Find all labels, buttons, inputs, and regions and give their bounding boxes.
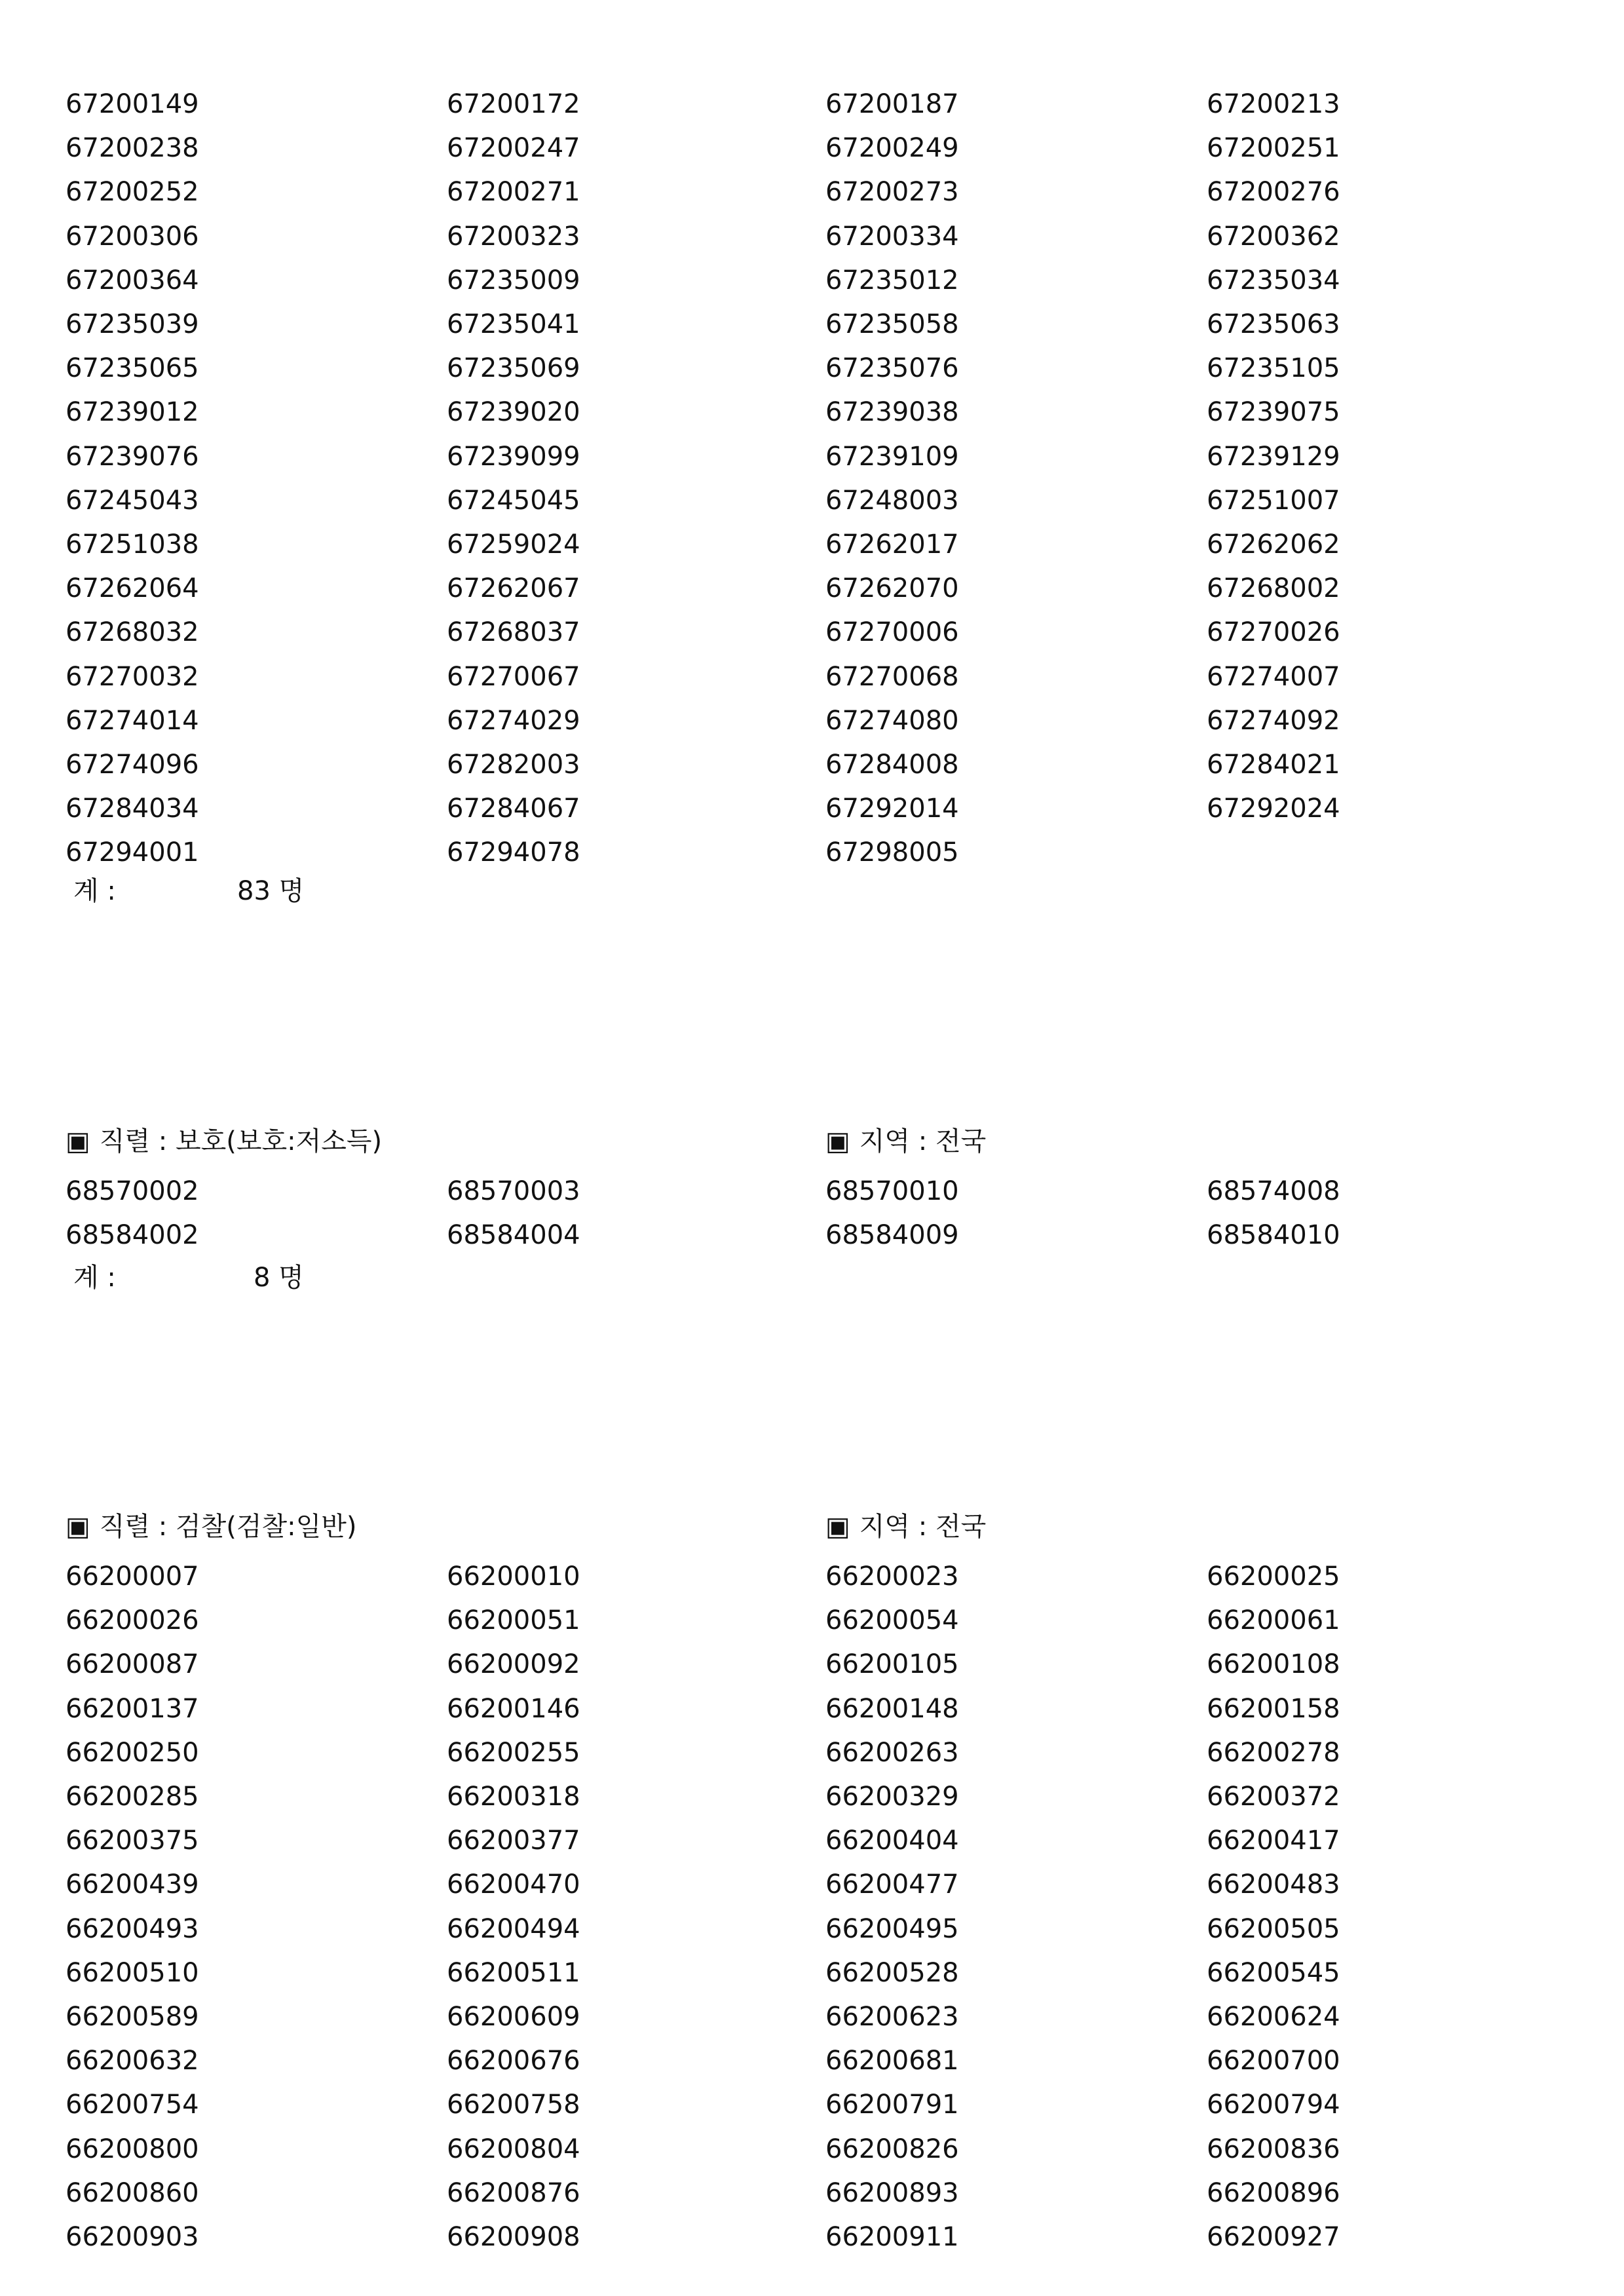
total-count: 83 명: [237, 876, 305, 906]
exam-number-cell: 67274092: [1207, 705, 1340, 736]
exam-number-cell: 68574008: [1207, 1176, 1340, 1206]
exam-number-cell: 66200826: [825, 2133, 959, 2164]
exam-number-cell: 67200187: [825, 89, 959, 119]
exam-number-cell: 67262070: [825, 573, 959, 604]
exam-number-cell: 66200061: [1207, 1605, 1340, 1636]
exam-number-cell: 67292024: [1207, 794, 1340, 824]
region-label: 지역 : 전국: [859, 1512, 987, 1542]
exam-number-cell: 66200087: [66, 1649, 199, 1680]
exam-number-cell: 67268037: [447, 617, 580, 648]
exam-number-cell: 68584009: [825, 1220, 959, 1251]
exam-number-cell: 67200273: [825, 177, 959, 208]
exam-number-cell: 67239075: [1207, 397, 1340, 428]
region-label: 지역 : 전국: [859, 1126, 987, 1157]
exam-number-cell: 67245043: [66, 485, 199, 516]
exam-number-cell: 66200054: [825, 1605, 959, 1636]
exam-number-cell: 67251007: [1207, 485, 1340, 516]
number-grid-section1: [66, 83, 1588, 875]
exam-number-cell: 67235065: [66, 353, 199, 384]
exam-number-cell: 67200238: [66, 133, 199, 164]
total-count: 8 명: [254, 1263, 304, 1293]
exam-number-cell: 66200255: [447, 1737, 580, 1768]
number-grid-section3: [66, 1555, 1588, 2259]
exam-number-cell: 66200483: [1207, 1869, 1340, 1900]
exam-number-cell: 67235039: [66, 309, 199, 340]
exam-number-cell: 67284067: [447, 794, 580, 824]
exam-number-cell: 66200025: [1207, 1561, 1340, 1592]
exam-number-cell: 67200172: [447, 89, 580, 119]
total-label: 계 :: [73, 1263, 116, 1293]
exam-number-cell: 68570003: [447, 1176, 580, 1206]
square-marker-icon: ▣: [66, 1512, 90, 1542]
exam-number-cell: 67239020: [447, 397, 580, 428]
exam-number-cell: 66200470: [447, 1869, 580, 1900]
exam-number-cell: 66200375: [66, 1826, 199, 1856]
exam-number-cell: 66200927: [1207, 2222, 1340, 2253]
exam-number-cell: 66200791: [825, 2090, 959, 2120]
exam-number-cell: [1207, 831, 1588, 875]
exam-number-cell: 67200306: [66, 221, 199, 252]
exam-number-cell: 67200149: [66, 89, 199, 119]
exam-number-cell: 66200493: [66, 1913, 199, 1944]
exam-number-cell: 67235041: [447, 309, 580, 340]
exam-number-cell: 66200285: [66, 1782, 199, 1812]
exam-number-cell: 66200700: [1207, 2046, 1340, 2076]
region-header-section2: [825, 1122, 986, 1161]
exam-number-cell: 66200623: [825, 2002, 959, 2033]
exam-number-cell: 67274029: [447, 705, 580, 736]
exam-number-cell: 66200681: [825, 2046, 959, 2076]
exam-number-cell: 66200836: [1207, 2133, 1340, 2164]
exam-number-cell: 67200251: [1207, 133, 1340, 164]
exam-number-cell: 67235076: [825, 353, 959, 384]
exam-number-cell: 67270067: [447, 661, 580, 692]
exam-number-cell: 67268002: [1207, 573, 1340, 604]
exam-number-cell: 67270026: [1207, 617, 1340, 648]
exam-number-cell: 67200271: [447, 177, 580, 208]
exam-number-cell: 66200896: [1207, 2177, 1340, 2208]
exam-number-cell: 66200754: [66, 2090, 199, 2120]
exam-number-cell: 67235034: [1207, 265, 1340, 296]
job-series-label: 직렬 : 보호(보호:저소득): [99, 1126, 383, 1157]
exam-number-cell: 66200417: [1207, 1826, 1340, 1856]
exam-number-cell: 66200329: [825, 1782, 959, 1812]
region-header-section3: [825, 1507, 986, 1546]
exam-number-cell: 66200545: [1207, 1957, 1340, 1988]
exam-number-cell: 67239012: [66, 397, 199, 428]
exam-number-cell: 68584010: [1207, 1220, 1340, 1251]
exam-number-cell: 67268032: [66, 617, 199, 648]
exam-number-cell: 66200800: [66, 2133, 199, 2164]
exam-number-cell: 67270006: [825, 617, 959, 648]
exam-number-cell: 67292014: [825, 794, 959, 824]
exam-number-cell: 67239099: [447, 441, 580, 472]
exam-number-cell: 67200323: [447, 221, 580, 252]
exam-number-cell: 67262062: [1207, 529, 1340, 560]
exam-number-cell: 66200903: [66, 2222, 199, 2253]
exam-number-cell: 67284008: [825, 750, 959, 780]
square-marker-icon: ▣: [825, 1512, 850, 1542]
exam-number-cell: 67235069: [447, 353, 580, 384]
exam-number-cell: 67200276: [1207, 177, 1340, 208]
exam-number-cell: 66200528: [825, 1957, 959, 1988]
exam-number-cell: 66200439: [66, 1869, 199, 1900]
exam-number-cell: 67235058: [825, 309, 959, 340]
exam-number-cell: 67294001: [66, 837, 199, 868]
exam-number-cell: 66200758: [447, 2090, 580, 2120]
exam-number-cell: 67298005: [825, 837, 959, 868]
exam-number-cell: 66200092: [447, 1649, 580, 1680]
exam-number-cell: 66200051: [447, 1605, 580, 1636]
exam-number-cell: 66200893: [825, 2177, 959, 2208]
job-series-label: 직렬 : 검찰(검찰:일반): [99, 1512, 357, 1542]
exam-number-cell: 67248003: [825, 485, 959, 516]
exam-number-cell: 66200372: [1207, 1782, 1340, 1812]
exam-number-cell: 67200249: [825, 133, 959, 164]
exam-number-cell: 66200804: [447, 2133, 580, 2164]
exam-number-cell: 66200108: [1207, 1649, 1340, 1680]
exam-number-cell: 66200494: [447, 1913, 580, 1944]
exam-number-cell: 66200148: [825, 1693, 959, 1724]
exam-number-cell: 66200146: [447, 1693, 580, 1724]
exam-number-cell: 67235105: [1207, 353, 1340, 384]
exam-number-cell: 67262064: [66, 573, 199, 604]
exam-number-cell: 67259024: [447, 529, 580, 560]
exam-number-cell: 67200213: [1207, 89, 1340, 119]
exam-number-cell: 67200247: [447, 133, 580, 164]
exam-number-cell: 67294078: [447, 837, 580, 868]
exam-number-cell: 66200589: [66, 2002, 199, 2033]
exam-number-cell: 67245045: [447, 485, 580, 516]
exam-number-cell: 66200794: [1207, 2090, 1340, 2120]
exam-number-cell: 66200007: [66, 1561, 199, 1592]
exam-number-cell: 66200908: [447, 2222, 580, 2253]
square-marker-icon: ▣: [825, 1126, 850, 1157]
exam-number-cell: 68584004: [447, 1220, 580, 1251]
exam-number-cell: 67282003: [447, 750, 580, 780]
exam-number-cell: 67274007: [1207, 661, 1340, 692]
total-label: 계 :: [73, 876, 116, 906]
exam-number-cell: 67274096: [66, 750, 199, 780]
job-series-header-section2: [66, 1122, 382, 1161]
exam-number-cell: 66200609: [447, 2002, 580, 2033]
exam-number-cell: 68584002: [66, 1220, 199, 1251]
exam-number-cell: 67274080: [825, 705, 959, 736]
exam-number-cell: 66200377: [447, 1826, 580, 1856]
exam-number-cell: 66200137: [66, 1693, 199, 1724]
exam-number-cell: 67239038: [825, 397, 959, 428]
exam-number-cell: 66200511: [447, 1957, 580, 1988]
exam-number-cell: 66200632: [66, 2046, 199, 2076]
exam-number-cell: 67235063: [1207, 309, 1340, 340]
exam-number-cell: 67270068: [825, 661, 959, 692]
exam-number-cell: 66200505: [1207, 1913, 1340, 1944]
exam-number-cell: 66200010: [447, 1561, 580, 1592]
exam-number-cell: 68570010: [825, 1176, 959, 1206]
exam-number-cell: 67262067: [447, 573, 580, 604]
exam-number-cell: 67262017: [825, 529, 959, 560]
exam-number-cell: 66200105: [825, 1649, 959, 1680]
exam-number-cell: 66200404: [825, 1826, 959, 1856]
exam-number-cell: 67200364: [66, 265, 199, 296]
exam-number-cell: 67270032: [66, 661, 199, 692]
exam-number-cell: 67284021: [1207, 750, 1340, 780]
exam-number-cell: 68570002: [66, 1176, 199, 1206]
exam-number-cell: 66200263: [825, 1737, 959, 1768]
exam-number-cell: 66200477: [825, 1869, 959, 1900]
exam-number-cell: 67251038: [66, 529, 199, 560]
exam-number-cell: 66200026: [66, 1605, 199, 1636]
number-grid-section2: [66, 1170, 1588, 1257]
exam-number-cell: 66200624: [1207, 2002, 1340, 2033]
exam-number-cell: 66200023: [825, 1561, 959, 1592]
exam-number-cell: 67284034: [66, 794, 199, 824]
total-section1: [73, 871, 304, 911]
exam-number-cell: 66200510: [66, 1957, 199, 1988]
exam-number-cell: 66200911: [825, 2222, 959, 2253]
exam-number-cell: 67235012: [825, 265, 959, 296]
exam-number-cell: 67235009: [447, 265, 580, 296]
exam-number-cell: 67239129: [1207, 441, 1340, 472]
exam-number-cell: 66200876: [447, 2177, 580, 2208]
exam-number-cell: 66200250: [66, 1737, 199, 1768]
exam-number-cell: 66200158: [1207, 1693, 1340, 1724]
exam-number-cell: 66200278: [1207, 1737, 1340, 1768]
total-section2: [73, 1258, 304, 1297]
exam-number-cell: 67200334: [825, 221, 959, 252]
exam-number-cell: 67200362: [1207, 221, 1340, 252]
exam-number-cell: 66200318: [447, 1782, 580, 1812]
exam-number-cell: 67274014: [66, 705, 199, 736]
exam-number-cell: 66200495: [825, 1913, 959, 1944]
square-marker-icon: ▣: [66, 1126, 90, 1157]
exam-number-cell: 66200860: [66, 2177, 199, 2208]
exam-number-cell: 66200676: [447, 2046, 580, 2076]
exam-number-cell: 67239076: [66, 441, 199, 472]
job-series-header-section3: [66, 1507, 357, 1546]
exam-number-cell: 67200252: [66, 177, 199, 208]
exam-number-cell: 67239109: [825, 441, 959, 472]
